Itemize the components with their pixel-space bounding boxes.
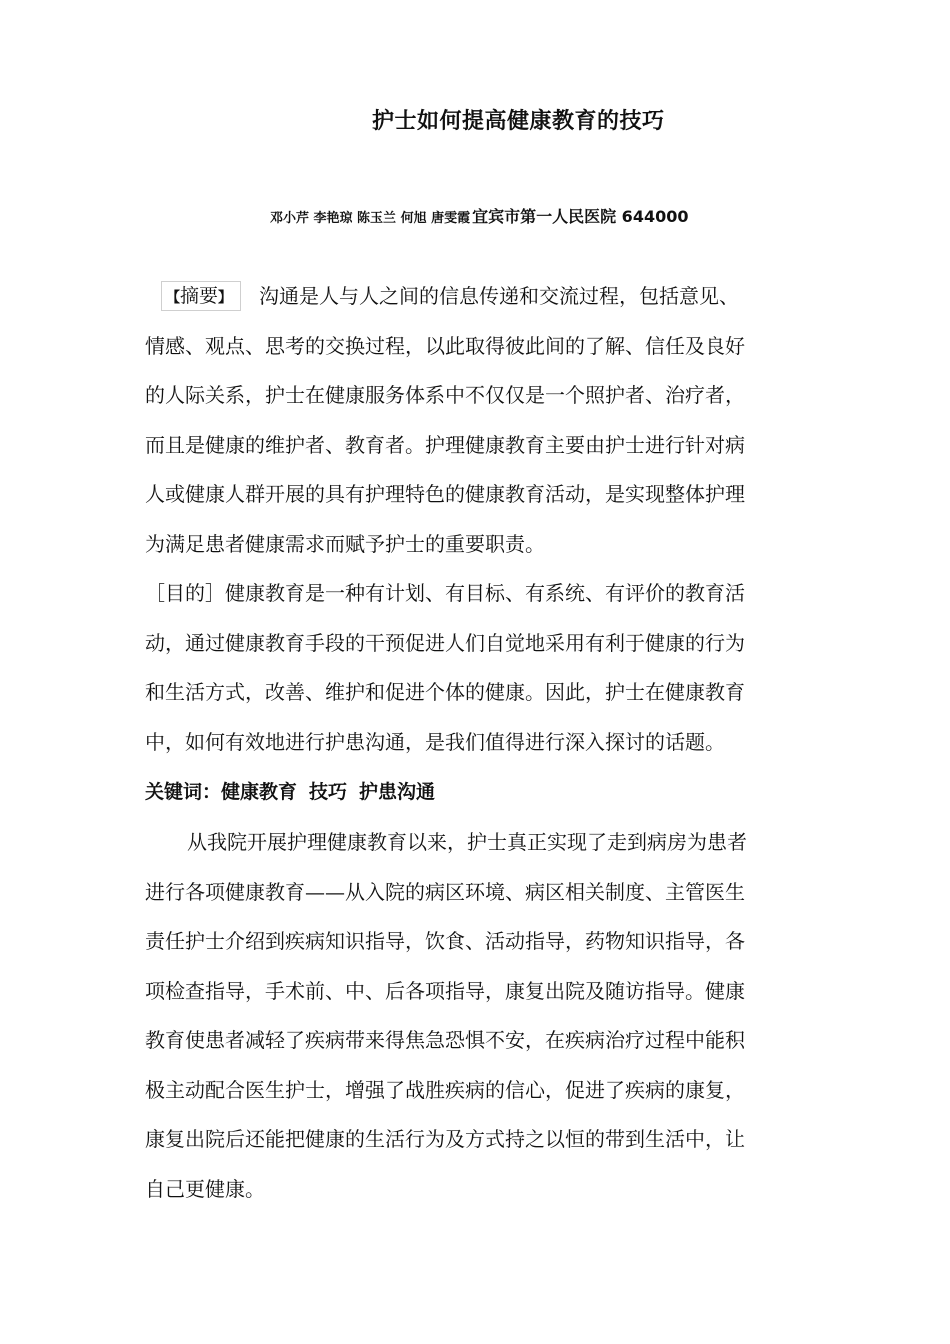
keyword: 健康教育: [221, 781, 298, 803]
keyword: 护患沟通: [359, 781, 436, 803]
keywords-line: [145, 768, 825, 818]
abstract-line: 情感、观点、思考的交换过程，以此取得彼此间的了解、信任及良好: [145, 333, 745, 358]
purpose-line: ［目的］健康教育是一种有计划、有目标、有系统、有评价的教育活: [145, 581, 745, 605]
abstract-line: 的人际关系，护士在健康服务体系中不仅仅是一个照护者、治疗者，: [145, 383, 745, 407]
body-line: 项检查指导，手术前、中、后各项指导，康复出院及随访指导。健康: [145, 978, 745, 1003]
body-line: 从我院开展护理健康教育以来，护士真正实现了走到病房为患者: [187, 830, 747, 854]
abstract-line: 人或健康人群开展的具有护理特色的健康教育活动，是实现整体护理: [145, 482, 745, 506]
purpose-line: 和生活方式，改善、维护和促进个体的健康。因此，护士在健康教育: [145, 680, 745, 704]
body-line: 责任护士介绍到疾病知识指导，饮食、活动指导，药物知识指导，各: [145, 929, 745, 953]
author-line: [270, 204, 688, 227]
keyword: 技巧: [309, 781, 348, 803]
purpose-line: 中，如何有效地进行护患沟通，是我们值得进行深入探讨的话题。: [145, 729, 725, 754]
abstract-section: [145, 272, 825, 569]
body-line: 自己更健康。: [145, 1176, 265, 1201]
author-names: 邓小芹 李艳琼 陈玉兰 何旭 唐雯霞: [270, 211, 471, 226]
abstract-line: 为满足患者健康需求而赋予护士的重要职责。: [145, 531, 545, 556]
abstract-line: 而且是健康的维护者、教育者。护理健康教育主要由护士进行针对病: [145, 432, 745, 457]
body-line: 极主动配合医生护士，增强了战胜疾病的信心，促进了疾病的康复，: [145, 1077, 745, 1102]
document-title: 护士如何提高健康教育的技巧: [372, 109, 665, 134]
abstract-text: 沟通是人与人之间的信息传递和交流过程，包括意见、: [259, 284, 740, 308]
abstract-label-close: 】: [218, 289, 233, 306]
keywords-section: [145, 768, 825, 818]
abstract-label-open: 【: [166, 289, 180, 306]
abstract-label-text: 摘要: [180, 284, 219, 307]
purpose-section: [145, 569, 825, 767]
abstract-label: [161, 281, 241, 311]
abstract-line: [145, 272, 825, 322]
body-line: 进行各项健康教育——从入院的病区环境、病区相关制度、主管医生: [145, 879, 745, 904]
purpose-line: 动，通过健康教育手段的干预促进人们自觉地采用有利于健康的行为: [145, 630, 745, 655]
body-line: 康复出院后还能把健康的生活行为及方式持之以恒的带到生活中，让: [145, 1127, 745, 1151]
body-line: 教育使患者减轻了疾病带来得焦急恐惧不安，在疾病治疗过程中能积: [145, 1028, 745, 1052]
body-paragraph: [145, 818, 825, 1214]
keywords-label: 关键词：: [145, 781, 222, 803]
affiliation: 宜宾市第一人民医院 644000: [472, 207, 689, 226]
